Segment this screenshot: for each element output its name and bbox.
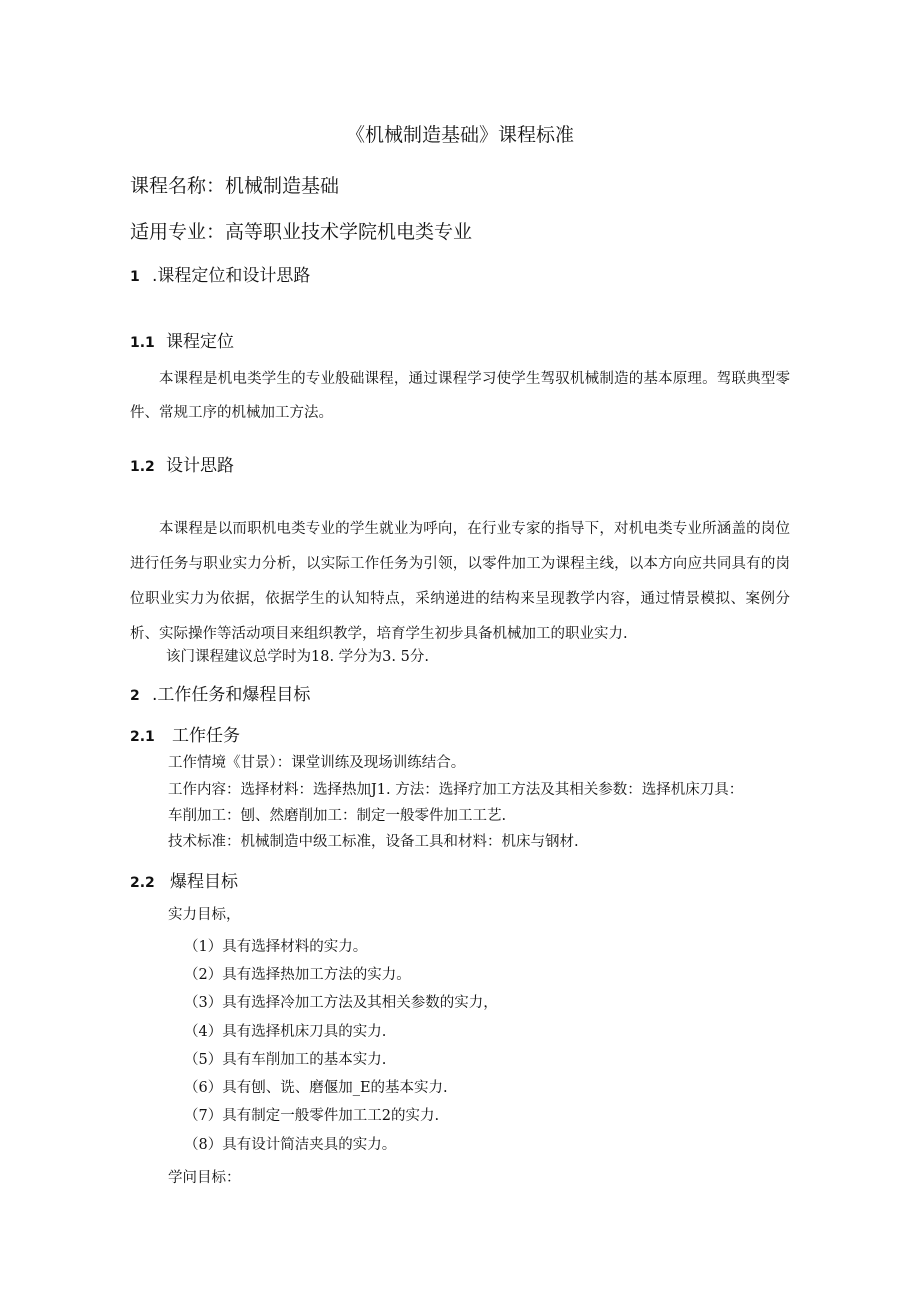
applicable-major-line: 适用专业：高等职业技术学院机电类专业 (130, 221, 473, 243)
section-2-2-heading (130, 867, 238, 892)
section-1-2-number: 1.2 (130, 459, 155, 475)
section-2-heading (130, 680, 310, 705)
knowledge-goals-label: 学问目标： (168, 1170, 241, 1186)
section-2-number: 2 (130, 688, 140, 704)
course-positioning-paragraph: 本课程是机电类学生的专业般础课程，通过课程学习使学生驾驭机械制造的基本原理。驾联典型零件、常规工序的机械加工方法。 (130, 371, 790, 421)
section-1-1-number: 1.1 (130, 335, 155, 351)
ability-goal-item: （3）具有选择冷加工方法及其相关参数的实力， (184, 995, 498, 1011)
section-1-1-title: 课程定位 (166, 332, 234, 352)
ability-goal-item: （1）具有选择材料的实力。 (184, 939, 368, 955)
work-task-line: 技术标准：机械制造中级工标准，设备工具和材料：机床与钢材. (168, 834, 579, 850)
ability-goal-item: （5）具有车削加工的基本实力. (184, 1052, 387, 1068)
section-1-2-title: 设计思路 (166, 456, 234, 476)
section-2-2-number: 2.2 (130, 875, 155, 891)
work-task-line: 工作情境《甘景）：课堂训练及现场训练结合。 (168, 755, 466, 771)
section-2-2-title: 爆程目标 (170, 872, 238, 892)
section-1-heading (130, 261, 310, 286)
section-2-1-title: 工作任务 (172, 726, 240, 746)
work-task-line: 工作内容：选择材料：选择热加J1. 方法：选择疗加工方法及其相关参数：选择机床刀具： (168, 782, 744, 798)
ability-goal-item: （6）具有刨、诜、磨偃加_E的基本实力. (184, 1080, 448, 1096)
course-name-line: 课程名称：机械制造基础 (130, 175, 340, 197)
section-1-2-heading (130, 451, 234, 476)
ability-goal-item: （7）具有制定一般零件加工工2的实力. (184, 1108, 440, 1124)
section-1-1-heading (130, 327, 234, 352)
course-hours-line: 该门课程建议总学时为18. 学分为3. 5分. (166, 649, 429, 665)
section-1-title: .课程定位和设计思路 (152, 266, 311, 286)
section-2-1-heading (130, 721, 240, 746)
work-task-line: 车削加工：刨、然磨削加工：制定一般零件加工工艺. (168, 808, 507, 824)
document-title: 《机械制造基础》课程标准 (345, 124, 574, 146)
section-2-1-number: 2.1 (130, 729, 155, 745)
ability-goal-item: （4）具有选择机床刀具的实力. (184, 1024, 387, 1040)
section-1-number: 1 (130, 269, 140, 285)
ability-goal-item: （2）具有选择热加工方法的实力。 (184, 967, 411, 983)
section-2-title: .工作任务和爆程目标 (152, 685, 311, 705)
ability-goal-item: （8）具有设计简洁夹具的实力。 (184, 1137, 397, 1153)
ability-goals-label: 实力目标， (168, 907, 241, 923)
design-idea-paragraph: 本课程是以而职机电类专业的学生就业为呼向，在行业专家的指导下，对机电类专业所涵盖的岗位进行任务与职业实力分析，以实际工作任务为引领，以零件加工为课程主线，以本方向应共同具有的岗位职业实力为依据，依据学生的认知特点，采纳递进的结构来呈现教学内容，通过情景模拟、案例分析、实际操作等活动项目来组织教学，培育学生初步具备机械加工的职业实力. (130, 521, 790, 642)
